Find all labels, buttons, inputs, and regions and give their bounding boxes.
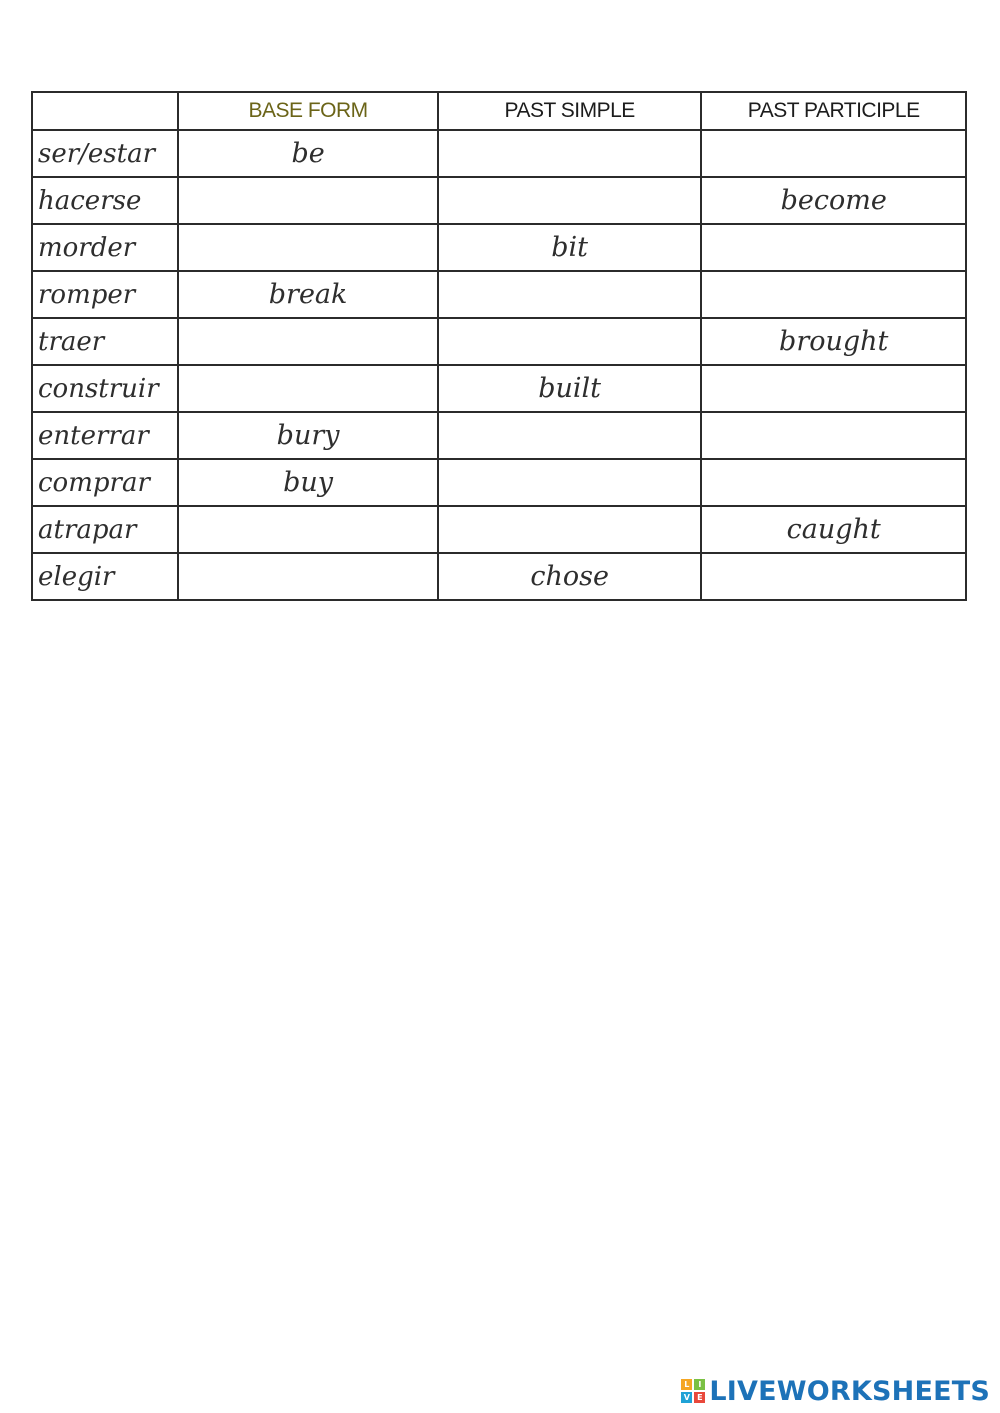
spanish-verb: ser/estar [32, 130, 178, 177]
past-simple-cell[interactable] [438, 412, 702, 459]
base-form-cell[interactable]: bury [178, 412, 438, 459]
past-simple-cell[interactable] [438, 177, 702, 224]
table-row [32, 506, 966, 553]
logo-text: LIVEWORKSHEETS [709, 1375, 990, 1407]
spanish-verb: comprar [32, 459, 178, 506]
past-simple-cell[interactable] [438, 506, 702, 553]
past-participle-cell[interactable]: brought [701, 318, 966, 365]
past-participle-cell[interactable] [701, 224, 966, 271]
past-participle-cell[interactable] [701, 459, 966, 506]
base-form-cell[interactable] [178, 318, 438, 365]
base-form-cell[interactable]: be [178, 130, 438, 177]
base-form-cell[interactable] [178, 177, 438, 224]
past-participle-cell[interactable]: caught [701, 506, 966, 553]
spanish-verb: construir [32, 365, 178, 412]
spanish-verb: traer [32, 318, 178, 365]
past-simple-cell[interactable]: bit [438, 224, 702, 271]
header-past-simple: PAST SIMPLE [438, 92, 702, 130]
past-participle-cell[interactable] [701, 365, 966, 412]
past-simple-cell[interactable] [438, 130, 702, 177]
past-simple-cell[interactable] [438, 459, 702, 506]
table-row [32, 459, 966, 506]
table-header-row [32, 92, 966, 130]
logo-block: V [681, 1392, 692, 1403]
past-participle-cell[interactable] [701, 412, 966, 459]
past-simple-cell[interactable] [438, 271, 702, 318]
table-row [32, 412, 966, 459]
past-participle-cell[interactable] [701, 553, 966, 600]
base-form-cell[interactable]: break [178, 271, 438, 318]
logo-block: E [694, 1392, 705, 1403]
irregular-verbs-table [31, 91, 967, 601]
logo-blocks-icon [681, 1379, 705, 1403]
logo-block: L [681, 1379, 692, 1390]
past-simple-cell[interactable] [438, 318, 702, 365]
past-simple-cell[interactable]: built [438, 365, 702, 412]
spanish-verb: atrapar [32, 506, 178, 553]
base-form-cell[interactable]: buy [178, 459, 438, 506]
table-row [32, 318, 966, 365]
spanish-verb: hacerse [32, 177, 178, 224]
past-participle-cell[interactable] [701, 271, 966, 318]
past-simple-cell[interactable]: chose [438, 553, 702, 600]
spanish-verb: enterrar [32, 412, 178, 459]
past-participle-cell[interactable] [701, 130, 966, 177]
base-form-cell[interactable] [178, 365, 438, 412]
header-spanish [32, 92, 178, 130]
logo-block: I [694, 1379, 705, 1390]
header-past-participle: PAST PARTICIPLE [701, 92, 966, 130]
liveworksheets-logo [681, 1375, 990, 1407]
past-participle-cell[interactable]: become [701, 177, 966, 224]
table-row [32, 177, 966, 224]
table-row [32, 271, 966, 318]
table-row [32, 130, 966, 177]
table-row [32, 224, 966, 271]
table-row [32, 365, 966, 412]
header-base-form: BASE FORM [178, 92, 438, 130]
spanish-verb: morder [32, 224, 178, 271]
base-form-cell[interactable] [178, 224, 438, 271]
base-form-cell[interactable] [178, 506, 438, 553]
table-row [32, 553, 966, 600]
base-form-cell[interactable] [178, 553, 438, 600]
spanish-verb: romper [32, 271, 178, 318]
spanish-verb: elegir [32, 553, 178, 600]
